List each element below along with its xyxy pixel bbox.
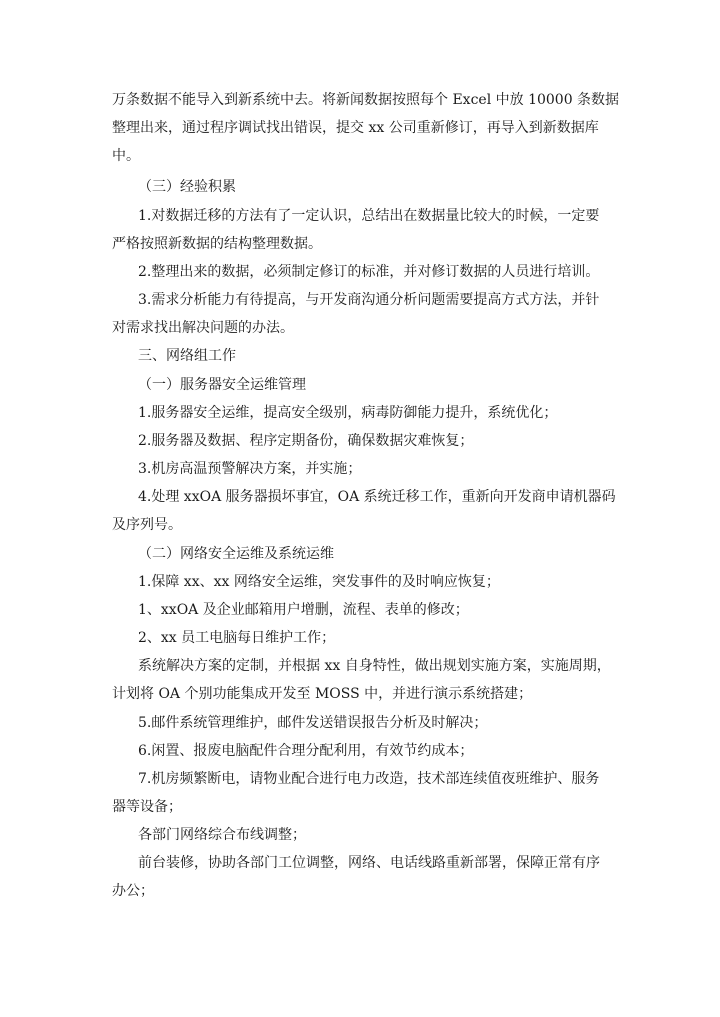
body-text-line: 对需求找出解决问题的办法。 [112,320,294,336]
body-text-line: 系统解决方案的定制，并根据 xx 自身特性，做出规划实施方案，实施周期， [138,658,611,674]
list-item-line: 1.对数据迁移的方法有了一定认识，总结出在数据量比较大的时候，一定要 [138,208,600,224]
body-text-line: 及序列号。 [112,517,182,533]
section-heading: （一）服务器安全运维管理 [138,377,306,393]
list-item-line: 3.机房高温预警解决方案，并实施； [138,461,362,477]
list-item-line: 6.闲置、报废电脑配件合理分配利用，有效节约成本； [138,743,474,759]
list-item-line: 2.整理出来的数据，必须制定修订的标准，并对修订数据的人员进行培训。 [138,264,600,280]
list-item-line: 4.处理 xxOA 服务器损坏事宜，OA 系统迁移工作，重新向开发商申请机器码 [138,489,616,505]
list-item-line: 1.服务器安全运维，提高安全级别，病毒防御能力提升，系统优化； [138,405,558,421]
section-heading: （三）经验积累 [138,179,236,195]
chapter-heading: 三、网络组工作 [138,348,236,364]
body-text-line: 前台装修，协助各部门工位调整，网络、电话线路重新部署，保障正常有序 [138,855,600,871]
body-text-line: 严格按照新数据的结构整理数据。 [112,236,322,252]
list-item-line: 7.机房频繁断电，请物业配合进行电力改造，技术部连续值夜班维护、服务 [138,771,600,787]
list-item-line: 2.服务器及数据、程序定期备份，确保数据灾难恢复； [138,433,474,449]
body-text-line: 各部门网络综合布线调整； [138,827,306,843]
list-item-line: 2、xx 员工电脑每日维护工作； [138,630,336,646]
body-text-line: 器等设备； [112,799,182,815]
body-text-line: 整理出来，通过程序调试找出错误，提交 xx 公司重新修订，再导入到新数据库 [112,120,599,136]
section-heading: （二）网络安全运维及系统运维 [138,546,334,562]
body-text-line: 万条数据不能导入到新系统中去。将新闻数据按照每个 Excel 中放 10000 条数据 [112,92,620,108]
list-item-line: 5.邮件系统管理维护，邮件发送错误报告分析及时解决； [138,715,488,731]
list-item-line: 3.需求分析能力有待提高，与开发商沟通分析问题需要提高方式方法，并针 [138,292,600,308]
list-item-line: 1、xxOA 及企业邮箱用户增删，流程、表单的修改； [138,602,469,618]
body-text-line: 中。 [112,148,140,164]
list-item-line: 1.保障 xx、xx 网络安全运维，突发事件的及时响应恢复； [138,574,500,590]
body-text-line: 办公； [112,883,154,899]
body-text-line: 计划将 OA 个别功能集成开发至 MOSS 中，并进行演示系统搭建； [112,686,533,702]
